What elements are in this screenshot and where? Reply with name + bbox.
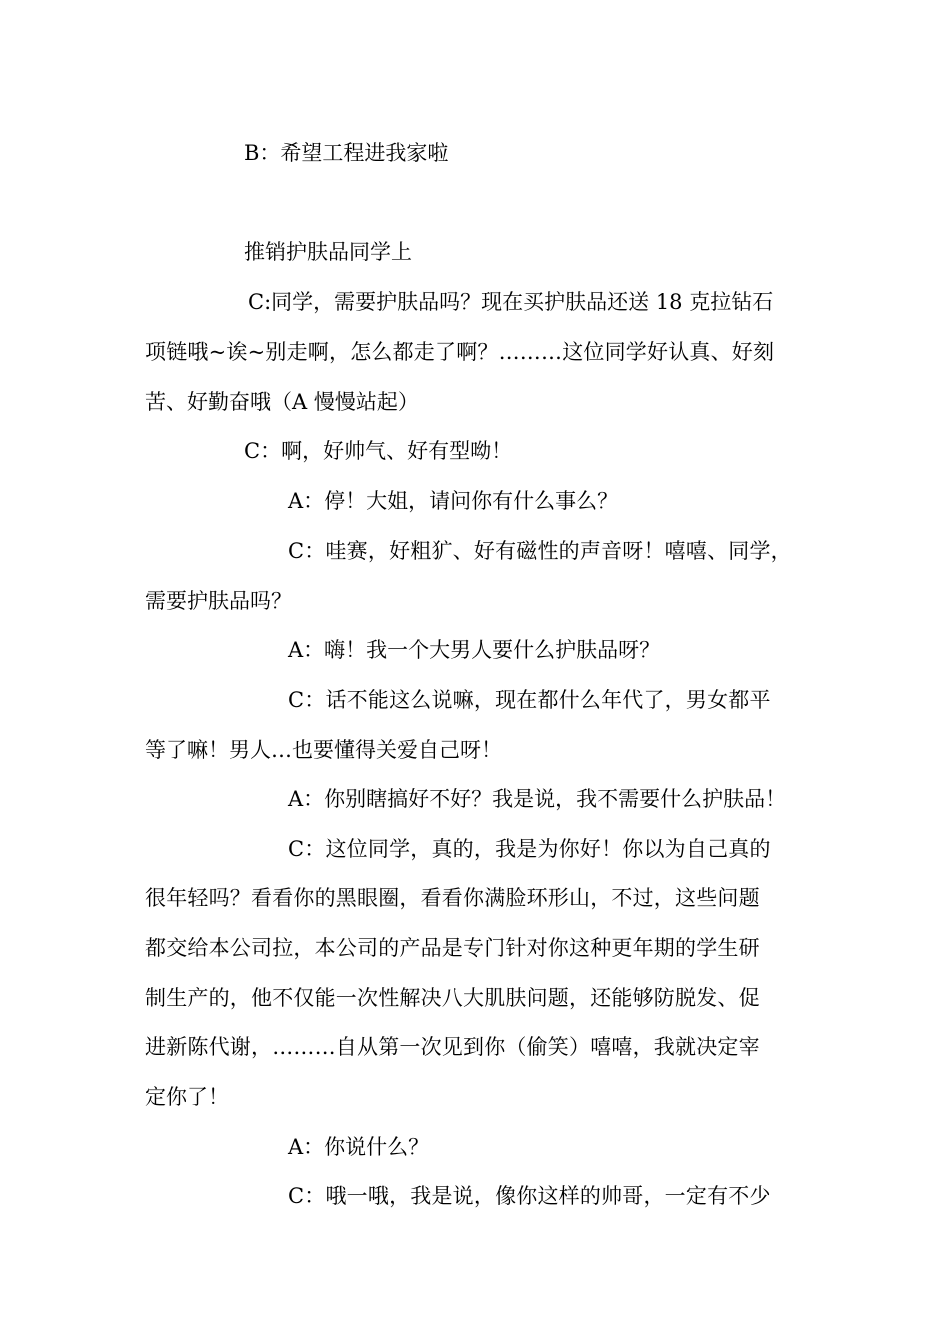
dialogue-line-a-4: A：你说什么？ [288, 1135, 430, 1159]
dialogue-continuation: 等了嘛！男人…也要懂得关爱自己呀！ [145, 738, 502, 762]
dialogue-line-c-6: C：哦一哦，我是说，像你这样的帅哥，一定有不少 [288, 1184, 771, 1208]
dialogue-line-c-3: C：哇赛，好粗犷、好有磁性的声音呀！嘻嘻、同学， [288, 539, 792, 563]
dialogue-continuation: 进新陈代谢，………自从第一次见到你（偷笑）嘻嘻，我就决定宰 [145, 1035, 760, 1059]
dialogue-line-a-2: A：嗨！我一个大男人要什么护肤品呀？ [288, 638, 661, 662]
dialogue-continuation: 很年轻吗？看看你的黑眼圈，看看你满脸环形山，不过，这些问题 [145, 886, 760, 910]
stage-direction-1: 推销护肤品同学上 [244, 240, 412, 264]
dialogue-continuation: 苦、好勤奋哦（A 慢慢站起） [145, 390, 419, 414]
dialogue-line-c-4: C：话不能这么说嘛，现在都什么年代了，男女都平 [288, 688, 771, 712]
dialogue-continuation: 需要护肤品吗？ [145, 589, 292, 613]
dialogue-line-b-1: B：希望工程进我家啦 [244, 141, 449, 165]
dialogue-line-a-3: A：你别瞎搞好不好？我是说，我不需要什么护肤品！ [288, 787, 787, 811]
dialogue-line-c-5: C：这位同学，真的，我是为你好！你以为自己真的 [288, 837, 771, 861]
dialogue-continuation: 项链哦~诶~别走啊，怎么都走了啊？………这位同学好认真、好刻 [145, 340, 775, 364]
dialogue-continuation: 制生产的，他不仅能一次性解决八大肌肤问题，还能够防脱发、促 [145, 986, 760, 1010]
dialogue-continuation: 定你了！ [145, 1085, 229, 1109]
dialogue-line-c-2: C：啊，好帅气、好有型呦！ [244, 439, 513, 463]
dialogue-line-a-1: A：停！大姐，请问你有什么事么？ [288, 489, 619, 513]
dialogue-line-c-1: C:同学，需要护肤品吗？现在买护肤品还送 18 克拉钻石 [248, 290, 774, 314]
dialogue-continuation: 都交给本公司拉，本公司的产品是专门针对你这种更年期的学生研 [145, 936, 760, 960]
